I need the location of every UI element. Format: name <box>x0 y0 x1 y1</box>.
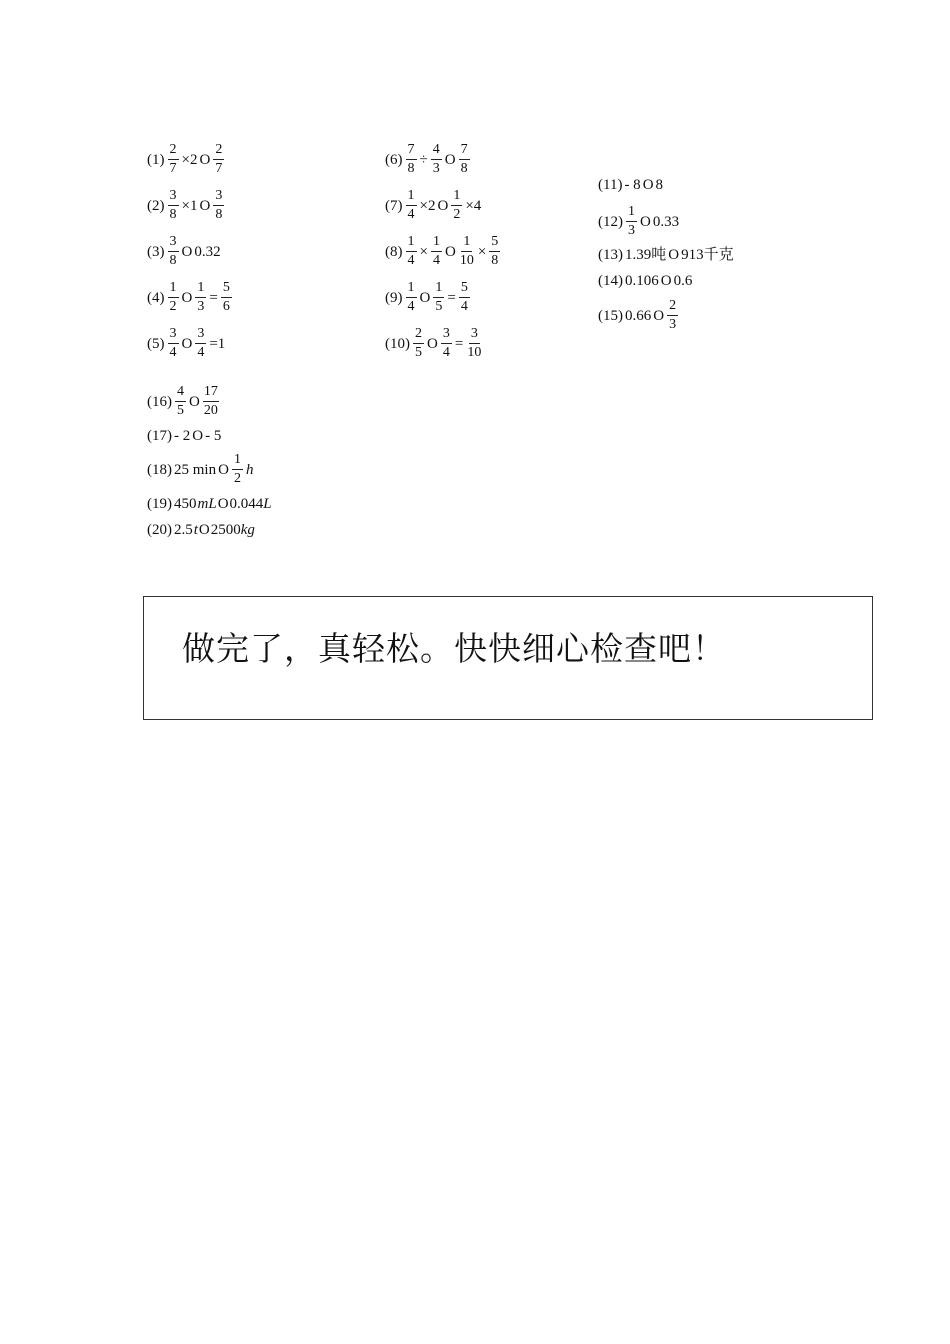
exercise-20: (20) 2.5 t O 2500 kg <box>147 521 255 538</box>
fraction: $\frac{5}{4}$ <box>460 280 468 314</box>
fraction: $\frac{1}{10}$ <box>459 234 474 268</box>
fraction: $\frac{3}{8}$ <box>169 234 177 268</box>
fraction: $\frac{7}{8}$ <box>407 142 415 176</box>
exercise-5: (5) $\frac{3}{4}$ O $\frac{3}{4}$ =1 <box>147 326 226 360</box>
fraction: $\frac{4}{3}$ <box>432 142 440 176</box>
exercise-4: (4) $\frac{1}{2}$ O $\frac{1}{3}$ = $\frac{5}{6}$ <box>147 280 230 314</box>
exercise-11: (11) - 8 O 8 <box>598 176 664 193</box>
fraction: $\frac{17}{20}$ <box>203 384 218 418</box>
exercise-13: (13) 1.39吨 O 913千克 <box>598 246 734 263</box>
fraction: $\frac{1}{4}$ <box>407 234 415 268</box>
fraction: $\frac{2}{5}$ <box>415 326 422 360</box>
comparison-blank: O <box>199 151 211 168</box>
fraction: $\frac{3}{4}$ <box>169 326 177 360</box>
fraction: $\frac{3}{4}$ <box>197 326 205 360</box>
fraction: $\frac{3}{8}$ <box>215 188 223 222</box>
exercise-18: (18) 25 min O $\frac{1}{2}$ h <box>147 452 254 486</box>
exercise-column-1 <box>146 137 234 367</box>
encouragement-text: 做完了，真轻松。快快细心检查吧！ <box>182 629 726 668</box>
comparison-blank: O <box>218 461 229 478</box>
exercise-7: (7) $\frac{1}{4}$ ×2 O $\frac{1}{2}$ ×4 <box>385 188 482 222</box>
exercise-9: (9) $\frac{1}{4}$ O $\frac{1}{5}$ = $\frac{5}{4}$ <box>385 280 468 314</box>
comparison-blank: O <box>660 272 672 289</box>
exercise-column-4 <box>146 381 272 543</box>
fraction: $\frac{1}{5}$ <box>435 280 443 314</box>
exercise-6: (6) $\frac{7}{8}$ ÷ $\frac{4}{3}$ O $\frac{7}{8}$ <box>385 142 468 176</box>
fraction: $\frac{1}{4}$ <box>407 280 415 314</box>
fraction: $\frac{1}{3}$ <box>628 204 635 238</box>
fraction: $\frac{3}{4}$ <box>442 326 450 360</box>
fraction: $\frac{1}{4}$ <box>432 234 440 268</box>
fraction: $\frac{1}{3}$ <box>197 280 205 314</box>
exercise-3: (3) $\frac{3}{8}$ O 0.32 <box>147 234 221 268</box>
fraction: $\frac{4}{5}$ <box>177 384 184 418</box>
comparison-blank: O <box>444 243 456 260</box>
comparison-blank: O <box>189 393 200 410</box>
fraction: $\frac{2}{3}$ <box>669 298 677 332</box>
exercise-14: (14) 0.106 O 0.6 <box>598 272 693 289</box>
exercise-10: (10) $\frac{2}{5}$ O $\frac{3}{4}$ = $\frac{3}{10}$ <box>385 326 482 360</box>
comparison-blank: O <box>437 197 449 214</box>
fraction: $\frac{2}{7}$ <box>215 142 223 176</box>
comparison-blank: O <box>192 427 204 444</box>
fraction: $\frac{5}{8}$ <box>491 234 499 268</box>
comparison-blank: O <box>642 176 654 193</box>
comparison-blank: O <box>668 246 680 263</box>
fraction: $\frac{7}{8}$ <box>460 142 468 176</box>
comparison-blank: O <box>427 335 438 352</box>
fraction: $\frac{3}{8}$ <box>169 188 177 222</box>
fraction: $\frac{1}{2}$ <box>169 280 177 314</box>
exercise-column-3 <box>597 168 735 338</box>
fraction: $\frac{3}{10}$ <box>467 326 482 360</box>
fraction: $\frac{1}{4}$ <box>407 188 415 222</box>
exercise-15: (15) 0.66 O $\frac{2}{3}$ <box>598 298 677 332</box>
exercise-column-2 <box>384 137 502 367</box>
comparison-blank: O <box>198 521 210 538</box>
comparison-blank: O <box>199 197 211 214</box>
comparison-blank: O <box>419 289 431 306</box>
encouragement-box <box>143 596 873 720</box>
exercise-17: (17) - 2 O - 5 <box>147 427 222 444</box>
comparison-blank: O <box>444 151 456 168</box>
fraction: $\frac{1}{2}$ <box>233 452 241 486</box>
exercise-8: (8) $\frac{1}{4}$ × $\frac{1}{4}$ O $\frac{1}{10}$ × $\frac{5}{8}$ <box>385 234 499 268</box>
comparison-blank: O <box>217 495 229 512</box>
comparison-blank: O <box>653 307 665 324</box>
fraction: $\frac{2}{7}$ <box>169 142 177 176</box>
exercise-19: (19) 450 mL O 0.044 L <box>147 495 272 512</box>
comparison-blank: O <box>181 335 193 352</box>
comparison-blank: O <box>640 213 651 230</box>
comparison-blank: O <box>181 289 193 306</box>
comparison-blank: O <box>181 243 193 260</box>
exercise-2: (2) $\frac{3}{8}$ ×1 O $\frac{3}{8}$ <box>147 188 223 222</box>
fraction: $\frac{1}{2}$ <box>453 188 461 222</box>
exercise-16: (16) $\frac{4}{5}$ O $\frac{17}{20}$ <box>147 384 218 418</box>
fraction: $\frac{5}{6}$ <box>222 280 230 314</box>
exercise-12: (12) $\frac{1}{3}$ O 0.33 <box>598 204 680 238</box>
exercise-1: (1) $\frac{2}{7}$ ×2 O $\frac{2}{7}$ <box>147 142 223 176</box>
